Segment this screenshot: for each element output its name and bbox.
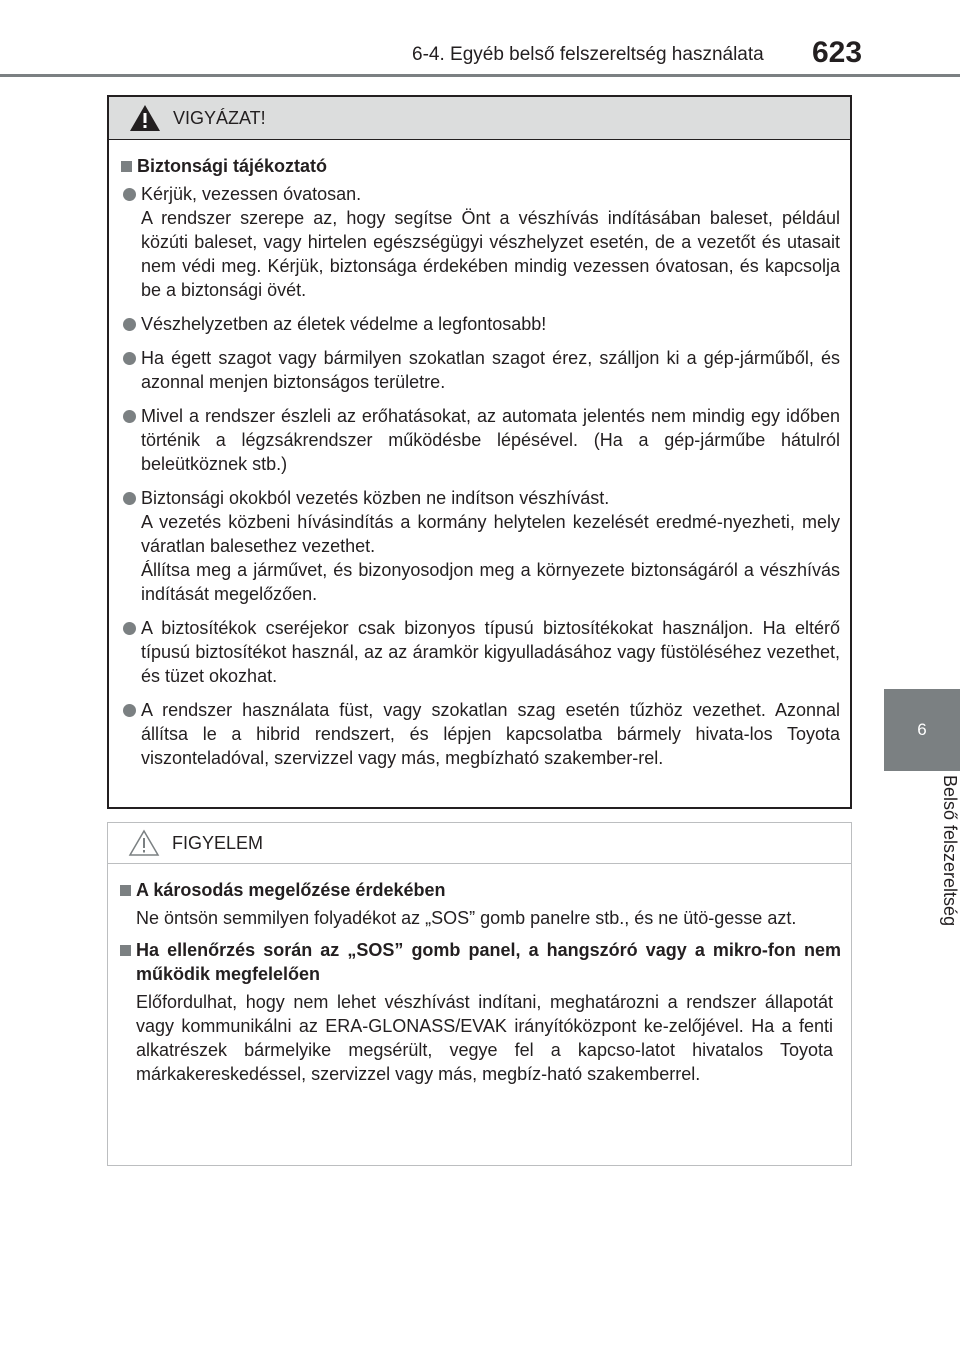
square-bullet-icon [120, 945, 131, 956]
notice-box-body [108, 864, 851, 1086]
bullet-item [121, 312, 840, 336]
bullet-dot-icon [123, 492, 136, 505]
warning-triangle-icon [129, 104, 161, 132]
notice-box-header [108, 823, 851, 864]
bullet-text: Biztonsági okokból vezetés közben ne indítson vészhívást. [141, 488, 610, 508]
section-title: Ha ellenőrzés során az „SOS” gomb panel, a hangszóró vagy a mikro-fon nem működik megfelelően [120, 938, 841, 986]
bullet-dot-icon [123, 318, 136, 331]
warning-box-body [109, 140, 850, 770]
bullet-text: A rendszer szerepe az, hogy segítse Önt a vészhívás indításában baleset, például közúti baleset, vagy hirtelen egészségügyi vészhelyzet esetén, de a vezetőt és utasait nem védi meg. Kérjük, biztonsága érdekében mindig vezessen óvatosan, és kapcsolja be a biztonsági övét. [141, 208, 840, 300]
bullet-item [121, 616, 840, 688]
bullet-dot-icon [123, 704, 136, 717]
bullet-item [121, 404, 840, 476]
bullet-dot-icon [123, 622, 136, 635]
section-title: Biztonsági tájékoztató [121, 154, 840, 178]
section-text: Előfordulhat, hogy nem lehet vészhívást indítani, meghatározni a rendszer állapotát vagy kommunikálni az ERA-GLONASS/EVAK irányítóközpont ke-zelőjével. Ha a fenti alkatrészek bármelyike megsérült, vegye fel a kapcso-latot hivatalos Toyota márkakereskedéssel, szervizzel vagy más, megbíz-ható szakemberrel. [136, 992, 833, 1084]
warning-heading: VIGYÁZAT! [173, 107, 266, 128]
bullet-item [121, 486, 840, 606]
square-bullet-icon [120, 885, 131, 896]
bullet-text: Állítsa meg a járművet, és bizonyosodjon meg a környezete biztonságáról a vészhívás indítását megelőzően. [141, 560, 840, 604]
square-bullet-icon [121, 161, 132, 172]
bullet-dot-icon [123, 410, 136, 423]
caution-triangle-outline-icon [128, 829, 160, 857]
bullet-text: A vezetés közbeni hívásindítás a kormány helytelen kezelését eredmé-nyezheti, mely váratlan balesethez vezethet. [141, 512, 840, 556]
chapter-label: Belső felszereltség [940, 775, 960, 927]
bullet-item [121, 698, 840, 770]
header-rule [0, 74, 960, 77]
page-number: 623 [812, 36, 863, 69]
bullet-item [121, 346, 840, 394]
warning-box-header [109, 97, 850, 140]
header-section-title: 6-4. Egyéb belső felszereltség használata [412, 44, 764, 65]
bullet-dot-icon [123, 188, 136, 201]
bullet-item [121, 182, 840, 302]
bullet-text: Ha égett szagot vagy bármilyen szokatlan szagot érez, szálljon ki a gép-járműből, és azonnal menjen biztonságos területre. [141, 348, 840, 392]
bullet-text: A rendszer használata füst, vagy szokatlan szag esetén tűzhöz vezethet. Azonnal állítsa le a hibrid rendszert, és lépjen kapcsolatba bármely hivata-los Toyota viszonteladóval, szervizzel vagy más, megbízható szakember-rel. [141, 700, 840, 768]
notice-box [107, 822, 852, 1166]
bullet-text: Kérjük, vezessen óvatosan. [141, 184, 362, 204]
warning-box [107, 95, 852, 809]
section-title: A károsodás megelőzése érdekében [120, 878, 841, 902]
chapter-tab [884, 689, 960, 771]
bullet-text: Vészhelyzetben az életek védelme a legfontosabb! [141, 314, 547, 334]
bullet-dot-icon [123, 352, 136, 365]
section-text: Ne öntsön semmilyen folyadékot az „SOS” gomb panelre stb., és ne ütö-gesse azt. [136, 908, 797, 928]
chapter-number: 6 [917, 720, 927, 739]
notice-heading: FIGYELEM [172, 832, 264, 853]
bullet-text: A biztosítékok cseréjekor csak bizonyos típusú biztosítékokat használjon. Ha eltérő típusú biztosítékot használ, az az áramkör kigyulladásához vagy füstöléséhez vezethet, és tüzet okozhat. [141, 618, 840, 686]
bullet-text: Mivel a rendszer észleli az erőhatásokat, az automata jelentés nem mindig egy időben történik a légzsákrendszer működésbe lépésével. (Ha a gép-járműbe hátulról beleütköznek stb.) [141, 406, 840, 474]
